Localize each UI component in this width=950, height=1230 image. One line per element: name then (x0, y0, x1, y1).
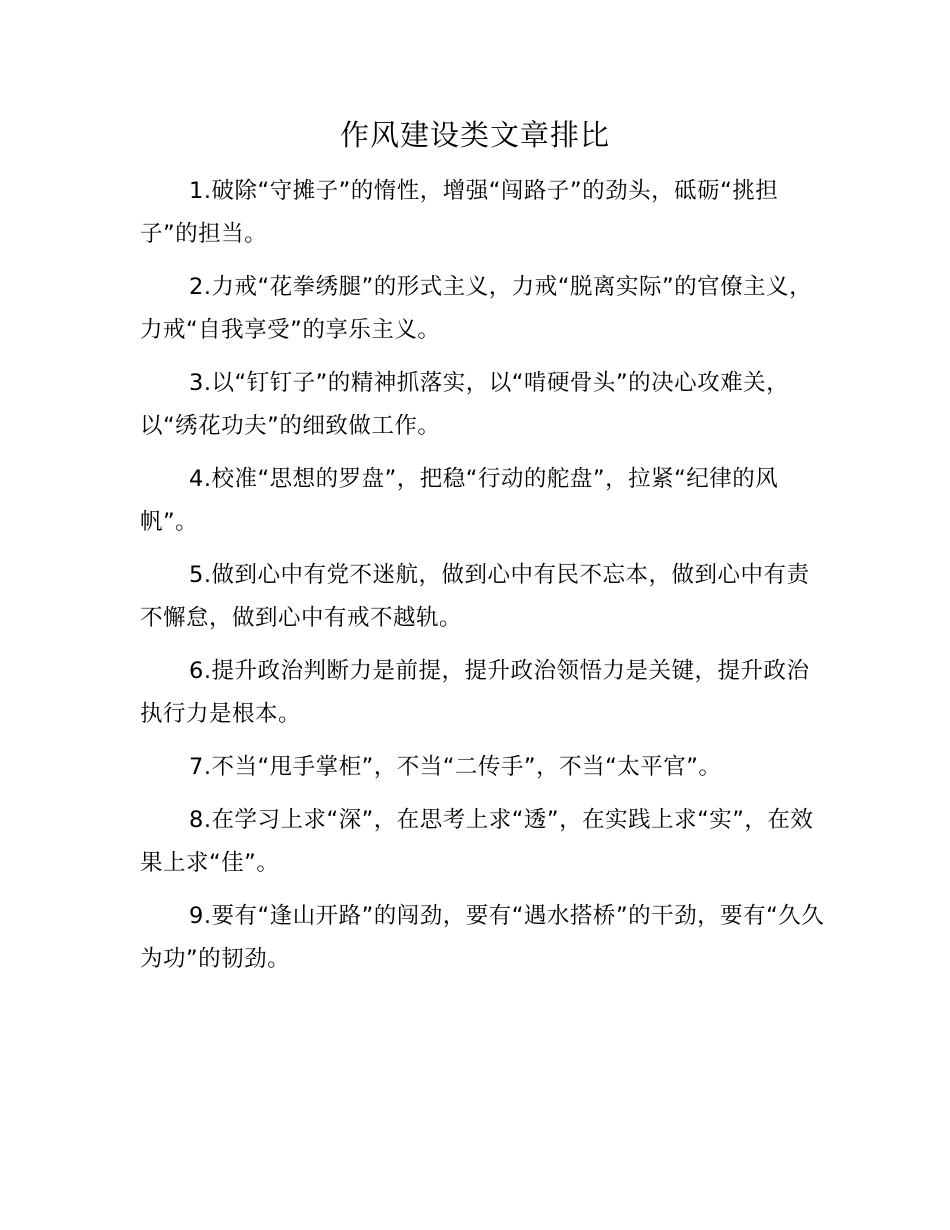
paragraph-1: 1.破除“守摊子”的惰性，增强“闯路子”的劲头，砥砺“挑担子”的担当。 (140, 178, 779, 247)
paragraph-9: 9.要有“逢山开路”的闯劲，要有“遇水搭桥”的干劲，要有“久久为功”的韧劲。 (140, 903, 825, 972)
paragraph-5: 5.做到心中有党不迷航，做到心中有民不忘本，做到心中有责不懈怠，做到心中有戒不越轨。 (140, 562, 810, 631)
paragraph-3: 3.以“钉钉子”的精神抓落实，以“啃硬骨头”的决心攻难关，以“绣花功夫”的细致做工作。 (140, 370, 790, 439)
page-title: 作风建设类文章排比 (339, 118, 610, 152)
paragraph-2: 2.力戒“花拳绣腿”的形式主义，力戒“脱离实际”的官僚主义，力戒“自我享受”的享乐主义。 (140, 274, 813, 343)
paragraph-8: 8.在学习上求“深”，在思考上求“透”，在实践上求“实”，在效果上求“佳”。 (140, 807, 814, 876)
paragraph-6: 6.提升政治判断力是前提，提升政治领悟力是关键，提升政治执行力是根本。 (140, 658, 810, 727)
paragraph-7: 7.不当“甩手掌柜”，不当“二传手”，不当“太平官”。 (189, 754, 722, 780)
paragraph-4: 4.校准“思想的罗盘”，把稳“行动的舵盘”，拉紧“纪律的风帆”。 (140, 466, 779, 535)
